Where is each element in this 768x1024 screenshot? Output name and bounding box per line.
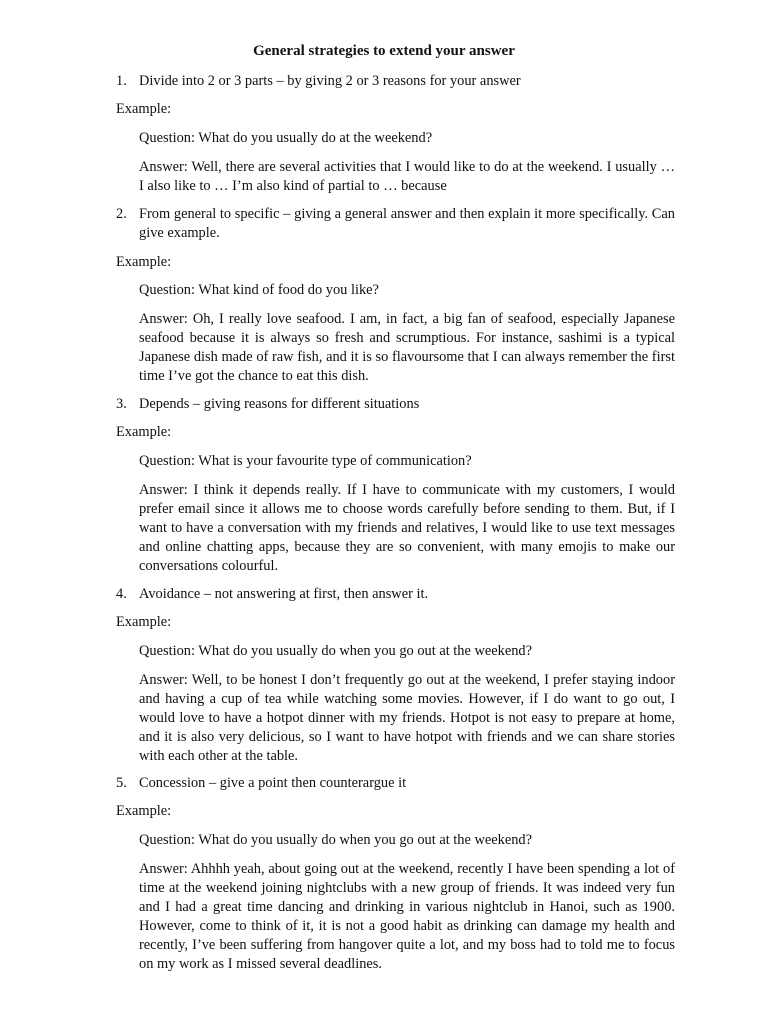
strategy-item-3 <box>116 395 675 414</box>
example-question: Question: What do you usually do when you go out at the weekend? <box>139 832 533 848</box>
example-answer: Answer: Well, to be honest I don’t frequently go out at the weekend, I prefer staying indoor and having a cup of tea while watching some movies. However, if I do want to go out, I would love to have a hotpot dinner with my friends. Hotpot is not easy to prepare at home, and it is also very delicious, so I want to have hotpot with friends and we can share stories with each other at the table. <box>139 672 675 764</box>
strategy-item-5 <box>116 774 675 793</box>
example-label: Example: <box>116 424 172 440</box>
strategy-number: 1. <box>116 73 127 89</box>
strategy-heading: Avoidance – not answering at first, then answer it. <box>139 586 429 602</box>
example-question: Question: What do you usually do when you go out at the weekend? <box>139 643 533 659</box>
example-answer: Answer: Well, there are several activities that I would like to do at the weekend. I usually … I also like to … I’m also kind of partial to … because <box>139 159 675 194</box>
example-answer: Answer: Oh, I really love seafood. I am, in fact, a big fan of seafood, especially Japanese seafood because it is always so fresh and scrumptious. For instance, sashimi is a typical Japanese dish made of raw fish, and it is so flavoursome that I can always remember the first time I’ve got the chance to eat this dish. <box>139 311 675 384</box>
example-label: Example: <box>116 803 172 819</box>
strategy-number: 4. <box>116 586 127 602</box>
strategy-number: 5. <box>116 775 127 791</box>
example-question: Question: What is your favourite type of communication? <box>139 453 472 469</box>
strategy-heading: From general to specific – giving a general answer and then explain it more specifically. Can give example. <box>139 206 675 241</box>
example-label: Example: <box>116 101 172 117</box>
strategy-heading: Depends – giving reasons for different situations <box>139 396 420 412</box>
example-answer: Answer: I think it depends really. If I have to communicate with my customers, I would prefer email since it allows me to choose words carefully before sending to them. But, if I want to have a conversation with my friends and relatives, I would like to use text messages and online chatting apps, because they are so convenient, with many emojis to make our conversations colourful. <box>139 482 675 574</box>
strategy-heading: Concession – give a point then counterargue it <box>139 775 407 791</box>
strategy-number: 2. <box>116 206 127 222</box>
example-answer: Answer: Ahhhh yeah, about going out at the weekend, recently I have been spending a lot of time at the weekend joining nightclubs with a new group of friends. It was indeed very fun and I had a great time dancing and drinking in various nightclub in Hanoi, such as 1900. However, come to think of it, it is not a good habit as drinking can damage my health and recently, I’ve been suffering from hangover quite a lot, and my boss had to told me to focus on my work as I missed several deadlines. <box>139 861 675 972</box>
strategy-item-2 <box>116 205 675 243</box>
example-question: Question: What do you usually do at the weekend? <box>139 130 433 146</box>
strategy-number: 3. <box>116 396 127 412</box>
example-label: Example: <box>116 254 172 270</box>
example-question: Question: What kind of food do you like? <box>139 282 379 298</box>
document-title: General strategies to extend your answer <box>253 43 515 59</box>
strategy-heading: Divide into 2 or 3 parts – by giving 2 or 3 reasons for your answer <box>139 73 521 89</box>
example-label: Example: <box>116 614 172 630</box>
strategy-item-1 <box>116 72 675 91</box>
strategy-item-4 <box>116 585 675 604</box>
